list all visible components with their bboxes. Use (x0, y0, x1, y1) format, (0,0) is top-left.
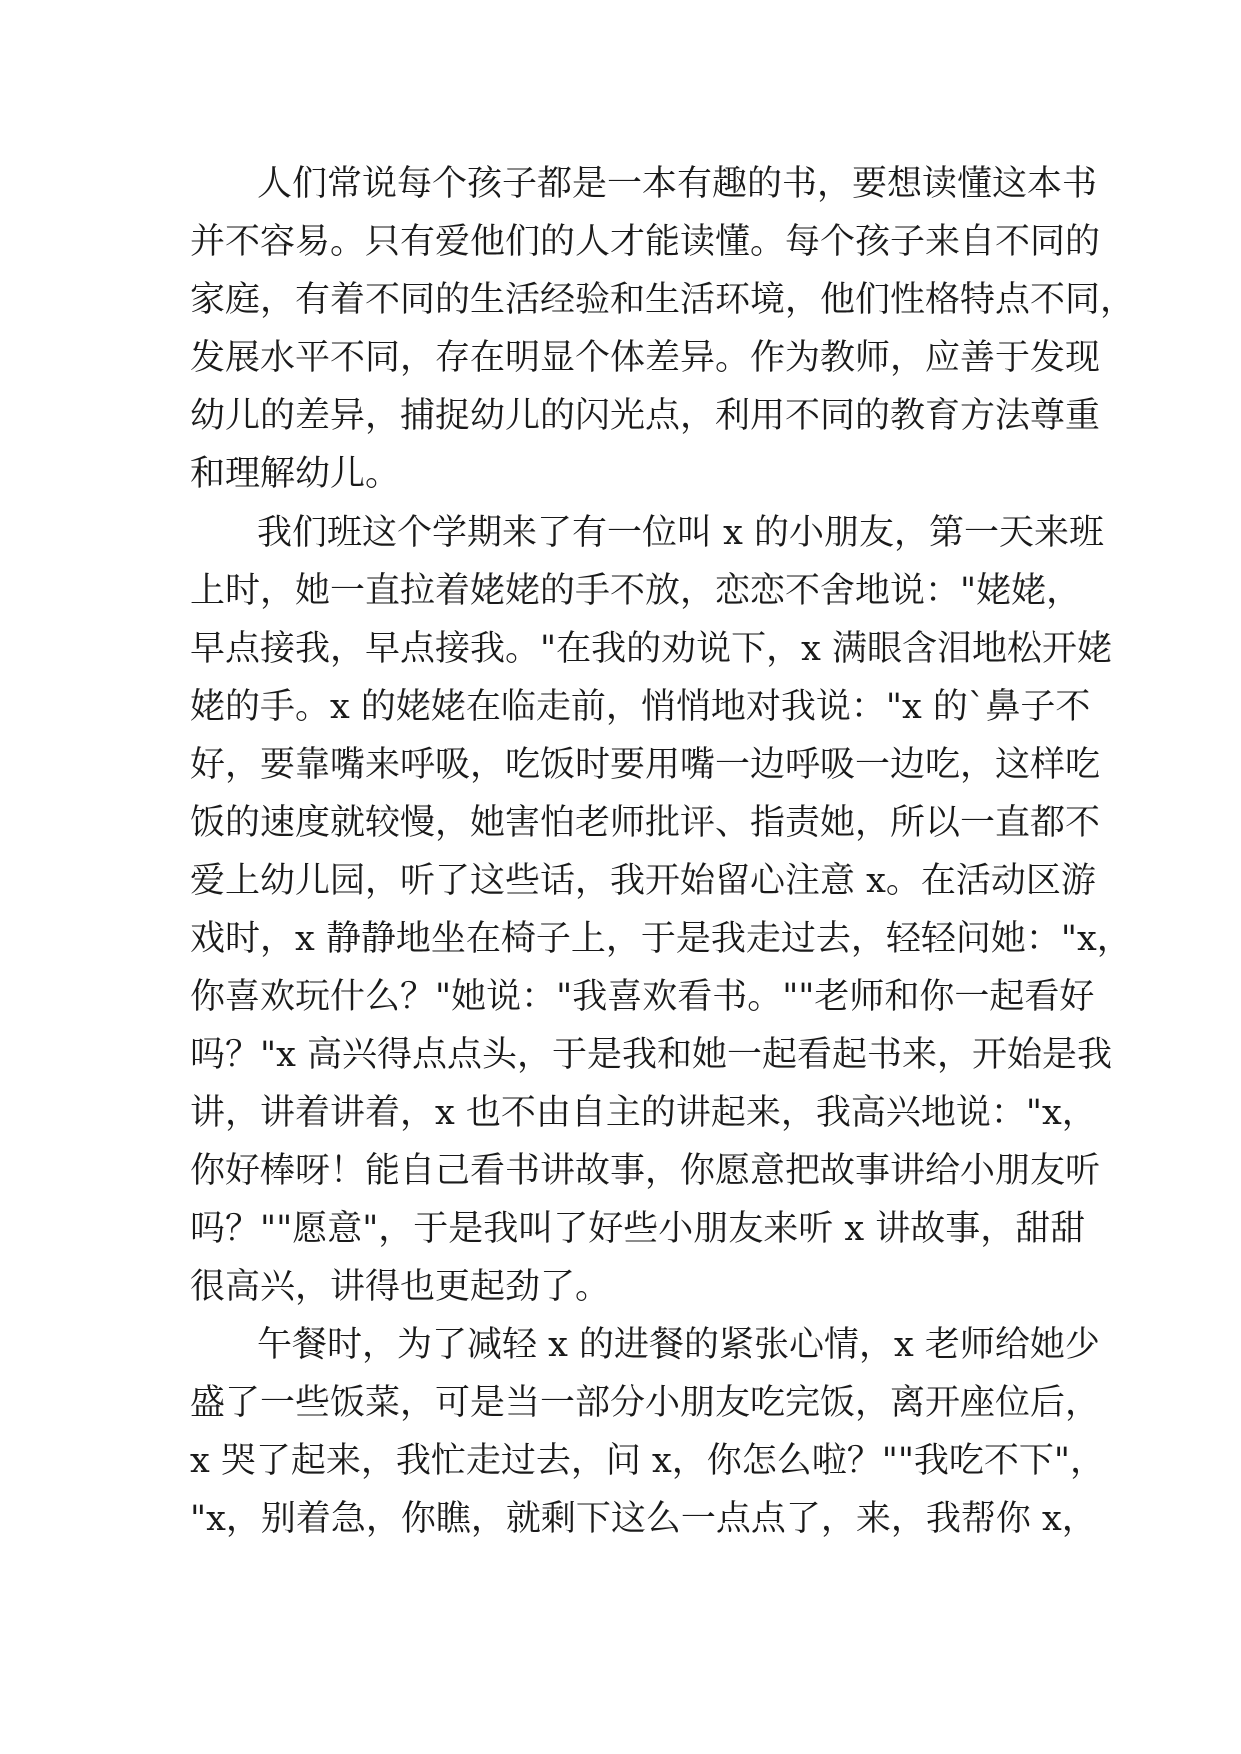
text-line: 好，要靠嘴来呼吸，吃饭时要用嘴一边呼吸一边吃，这样吃 (190, 745, 1101, 785)
text-line: 饭的速度就较慢，她害怕老师批评、指责她，所以一直都不 (190, 803, 1101, 843)
text-line: 午餐时，为了减轻 x 的进餐的紧张心情，x 老师给她少 (257, 1325, 1100, 1365)
text-line: 你好棒呀！能自己看书讲故事，你愿意把故事讲给小朋友听 (190, 1151, 1101, 1191)
text-line: 你喜欢玩什么？"她说："我喜欢看书。""老师和你一起看好 (190, 977, 1095, 1017)
text-line: 家庭，有着不同的生活经验和生活环境，他们性格特点不同， (190, 280, 1136, 320)
text-line: 人们常说每个孩子都是一本有趣的书，要想读懂这本书 (257, 164, 1098, 204)
text-line: 戏时，x 静静地坐在椅子上，于是我走过去，轻轻问她："x， (190, 919, 1132, 959)
text-line: 爱上幼儿园，听了这些话，我开始留心注意 x。在活动区游 (190, 861, 1096, 901)
text-line: 早点接我，早点接我。"在我的劝说下，x 满眼含泪地松开姥 (190, 629, 1112, 669)
text-line: 姥的手。x 的姥姥在临走前，悄悄地对我说："x 的`鼻子不 (190, 687, 1091, 727)
text-line: x 哭了起来，我忙走过去，问 x，你怎么啦？""我吃不下"， (190, 1441, 1106, 1481)
text-line: 并不容易。只有爱他们的人才能读懂。每个孩子来自不同的 (190, 222, 1101, 262)
text-line: 我们班这个学期来了有一位叫 x 的小朋友，第一天来班 (257, 513, 1104, 553)
text-line: 发展水平不同，存在明显个体差异。作为教师，应善于发现 (190, 338, 1101, 378)
text-line: "x，别着急，你瞧，就剩下这么一点点了，来，我帮你 x， (190, 1499, 1097, 1539)
text-line: 幼儿的差异，捕捉幼儿的闪光点，利用不同的教育方法尊重 (190, 396, 1101, 436)
text-line: 吗？""愿意"，于是我叫了好些小朋友来听 x 讲故事，甜甜 (190, 1209, 1086, 1249)
text-line: 和理解幼儿。 (190, 454, 401, 494)
text-line: 上时，她一直拉着姥姥的手不放，恋恋不舍地说："姥姥， (190, 571, 1082, 611)
text-line: 很高兴，讲得也更起劲了。 (190, 1267, 611, 1307)
text-line: 盛了一些饭菜，可是当一部分小朋友吃完饭，离开座位后， (190, 1383, 1101, 1423)
text-line: 吗？"x 高兴得点点头，于是我和她一起看起书来，开始是我 (190, 1035, 1112, 1075)
text-line: 讲，讲着讲着，x 也不由自主的讲起来，我高兴地说："x， (190, 1093, 1097, 1133)
